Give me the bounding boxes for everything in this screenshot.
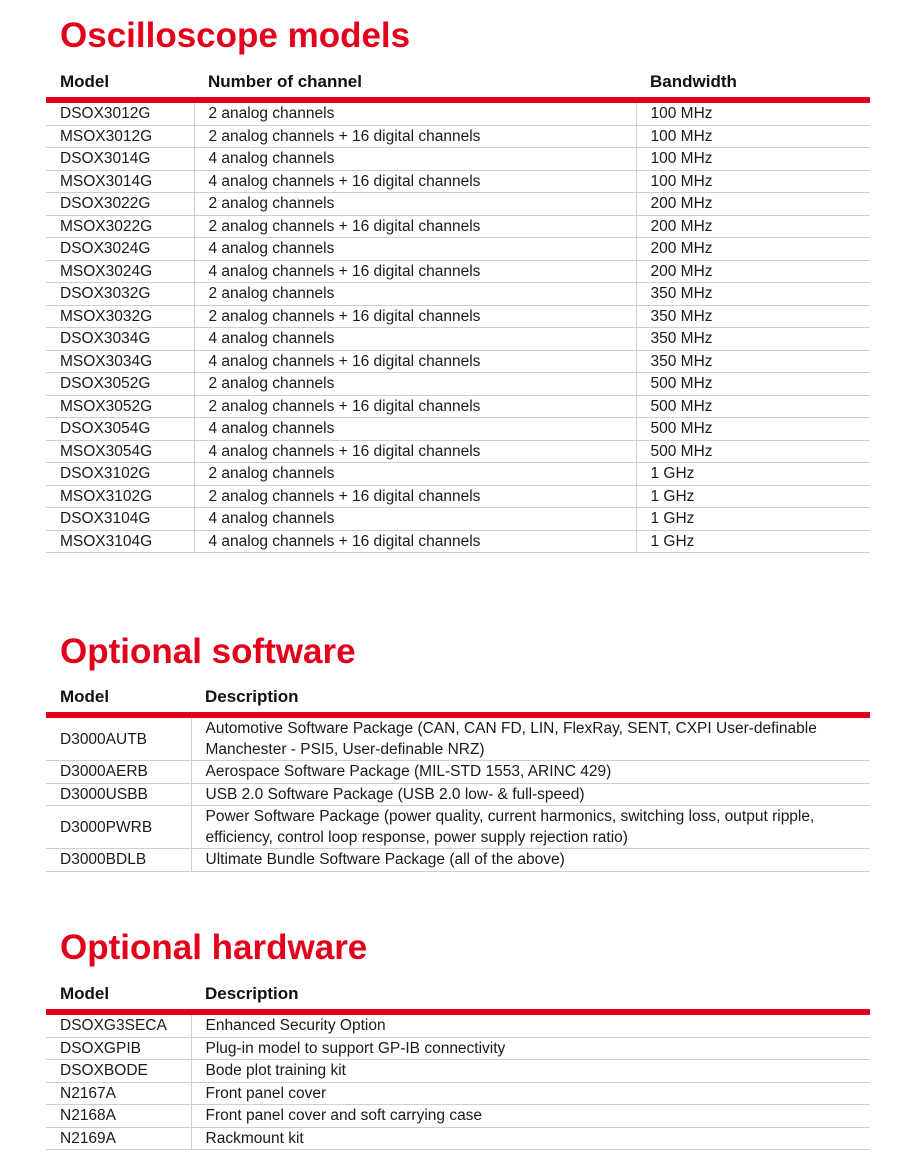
table-row — [46, 148, 870, 171]
table-row — [46, 849, 870, 872]
model-cell: D3000AERB — [46, 761, 191, 784]
oscilloscope-models-table — [46, 67, 870, 553]
model-cell: DSOX3034G — [46, 328, 194, 351]
model-cell: DSOXGPIB — [46, 1037, 191, 1060]
description-cell: Plug-in model to support GP-IB connectivity — [191, 1037, 870, 1060]
model-cell: MSOX3012G — [46, 125, 194, 148]
channels-cell: 2 analog channels + 16 digital channels — [194, 485, 636, 508]
channels-cell: 4 analog channels + 16 digital channels — [194, 170, 636, 193]
table-row — [46, 715, 870, 761]
bandwidth-cell: 1 GHz — [636, 485, 870, 508]
table-row — [46, 260, 870, 283]
table-header-row — [46, 682, 870, 715]
channels-cell: 4 analog channels + 16 digital channels — [194, 440, 636, 463]
model-cell: MSOX3052G — [46, 395, 194, 418]
optional-hardware-table — [46, 979, 870, 1150]
model-cell: MSOX3034G — [46, 350, 194, 373]
table-row — [46, 783, 870, 806]
model-cell: DSOX3024G — [46, 238, 194, 261]
section-title: Optional software — [60, 632, 356, 671]
bandwidth-cell: 1 GHz — [636, 530, 870, 553]
model-cell: DSOX3104G — [46, 508, 194, 531]
table-header-row — [46, 67, 870, 100]
channels-cell: 2 analog channels + 16 digital channels — [194, 125, 636, 148]
model-cell: DSOX3102G — [46, 463, 194, 486]
model-cell: DSOXBODE — [46, 1060, 191, 1083]
channels-cell: 4 analog channels — [194, 328, 636, 351]
model-cell: DSOX3012G — [46, 100, 194, 125]
bandwidth-cell: 500 MHz — [636, 373, 870, 396]
model-cell: D3000USBB — [46, 783, 191, 806]
model-cell: MSOX3024G — [46, 260, 194, 283]
model-cell: DSOX3022G — [46, 193, 194, 216]
model-cell: N2168A — [46, 1105, 191, 1128]
table-row — [46, 170, 870, 193]
table-row — [46, 440, 870, 463]
bandwidth-cell: 100 MHz — [636, 125, 870, 148]
table-row — [46, 395, 870, 418]
description-cell: Front panel cover — [191, 1082, 870, 1105]
table-row — [46, 350, 870, 373]
channels-cell: 2 analog channels — [194, 373, 636, 396]
table-row — [46, 1127, 870, 1150]
bandwidth-cell: 100 MHz — [636, 170, 870, 193]
table-row — [46, 761, 870, 784]
channels-cell: 2 analog channels + 16 digital channels — [194, 215, 636, 238]
bandwidth-cell: 100 MHz — [636, 148, 870, 171]
bandwidth-cell: 500 MHz — [636, 418, 870, 441]
optional-software-section — [46, 632, 870, 872]
channels-cell: 4 analog channels — [194, 418, 636, 441]
oscilloscope-models-body — [46, 100, 870, 553]
bandwidth-cell: 200 MHz — [636, 238, 870, 261]
optional-hardware-section — [46, 928, 870, 1150]
channels-cell: 4 analog channels — [194, 148, 636, 171]
description-cell: Automotive Software Package (CAN, CAN FD, LIN, FlexRay, SENT, CXPI User-definable Manchester - PSI5, User-definable NRZ) — [191, 715, 870, 761]
table-row — [46, 463, 870, 486]
bandwidth-cell: 350 MHz — [636, 305, 870, 328]
model-cell: N2169A — [46, 1127, 191, 1150]
channels-cell: 2 analog channels — [194, 100, 636, 125]
description-cell: Rackmount kit — [191, 1127, 870, 1150]
model-cell: MSOX3032G — [46, 305, 194, 328]
channels-cell: 4 analog channels — [194, 508, 636, 531]
table-row — [46, 373, 870, 396]
bandwidth-cell: 100 MHz — [636, 100, 870, 125]
model-cell: MSOX3104G — [46, 530, 194, 553]
model-cell: DSOX3052G — [46, 373, 194, 396]
channels-cell: 4 analog channels + 16 digital channels — [194, 350, 636, 373]
table-row — [46, 283, 870, 306]
column-header-model: Model — [46, 67, 194, 100]
model-cell: MSOX3102G — [46, 485, 194, 508]
bandwidth-cell: 200 MHz — [636, 215, 870, 238]
model-cell: MSOX3022G — [46, 215, 194, 238]
model-cell: DSOX3014G — [46, 148, 194, 171]
optional-software-table — [46, 682, 870, 872]
model-cell: DSOX3054G — [46, 418, 194, 441]
bandwidth-cell: 350 MHz — [636, 350, 870, 373]
channels-cell: 2 analog channels + 16 digital channels — [194, 305, 636, 328]
table-row — [46, 806, 870, 849]
model-cell: DSOXG3SECA — [46, 1012, 191, 1037]
section-title: Oscilloscope models — [60, 16, 411, 55]
channels-cell: 2 analog channels + 16 digital channels — [194, 395, 636, 418]
description-cell: USB 2.0 Software Package (USB 2.0 low- & full-speed) — [191, 783, 870, 806]
oscilloscope-models-section — [46, 16, 870, 553]
bandwidth-cell: 350 MHz — [636, 283, 870, 306]
table-row — [46, 1060, 870, 1083]
table-row — [46, 125, 870, 148]
table-row — [46, 1012, 870, 1037]
column-header-model: Model — [46, 979, 191, 1012]
channels-cell: 2 analog channels — [194, 193, 636, 216]
channels-cell: 4 analog channels — [194, 238, 636, 261]
table-row — [46, 193, 870, 216]
channels-cell: 2 analog channels — [194, 283, 636, 306]
model-cell: D3000AUTB — [46, 715, 191, 761]
table-row — [46, 238, 870, 261]
table-row — [46, 530, 870, 553]
bandwidth-cell: 1 GHz — [636, 508, 870, 531]
table-row — [46, 485, 870, 508]
table-row — [46, 1105, 870, 1128]
bandwidth-cell: 200 MHz — [636, 260, 870, 283]
column-header-bandwidth: Bandwidth — [636, 67, 870, 100]
model-cell: D3000PWRB — [46, 806, 191, 849]
column-header-description: Description — [191, 979, 870, 1012]
bandwidth-cell: 500 MHz — [636, 440, 870, 463]
table-row — [46, 305, 870, 328]
model-cell: MSOX3014G — [46, 170, 194, 193]
model-cell: D3000BDLB — [46, 849, 191, 872]
table-row — [46, 1037, 870, 1060]
column-header-channels: Number of channel — [194, 67, 636, 100]
channels-cell: 4 analog channels + 16 digital channels — [194, 530, 636, 553]
table-row — [46, 328, 870, 351]
table-row — [46, 508, 870, 531]
description-cell: Front panel cover and soft carrying case — [191, 1105, 870, 1128]
description-cell: Bode plot training kit — [191, 1060, 870, 1083]
description-cell: Power Software Package (power quality, current harmonics, switching loss, output ripple, efficiency, control loop response, power supply rejection ratio) — [191, 806, 870, 849]
bandwidth-cell: 1 GHz — [636, 463, 870, 486]
optional-software-body — [46, 715, 870, 871]
section-title: Optional hardware — [60, 928, 368, 967]
bandwidth-cell: 350 MHz — [636, 328, 870, 351]
description-cell: Ultimate Bundle Software Package (all of the above) — [191, 849, 870, 872]
table-row — [46, 215, 870, 238]
model-cell: N2167A — [46, 1082, 191, 1105]
optional-hardware-body — [46, 1012, 870, 1150]
table-row — [46, 100, 870, 125]
channels-cell: 4 analog channels + 16 digital channels — [194, 260, 636, 283]
model-cell: DSOX3032G — [46, 283, 194, 306]
table-row — [46, 418, 870, 441]
bandwidth-cell: 500 MHz — [636, 395, 870, 418]
model-cell: MSOX3054G — [46, 440, 194, 463]
table-header-row — [46, 979, 870, 1012]
table-row — [46, 1082, 870, 1105]
description-cell: Aerospace Software Package (MIL-STD 1553, ARINC 429) — [191, 761, 870, 784]
channels-cell: 2 analog channels — [194, 463, 636, 486]
bandwidth-cell: 200 MHz — [636, 193, 870, 216]
description-cell: Enhanced Security Option — [191, 1012, 870, 1037]
column-header-description: Description — [191, 682, 870, 715]
column-header-model: Model — [46, 682, 191, 715]
